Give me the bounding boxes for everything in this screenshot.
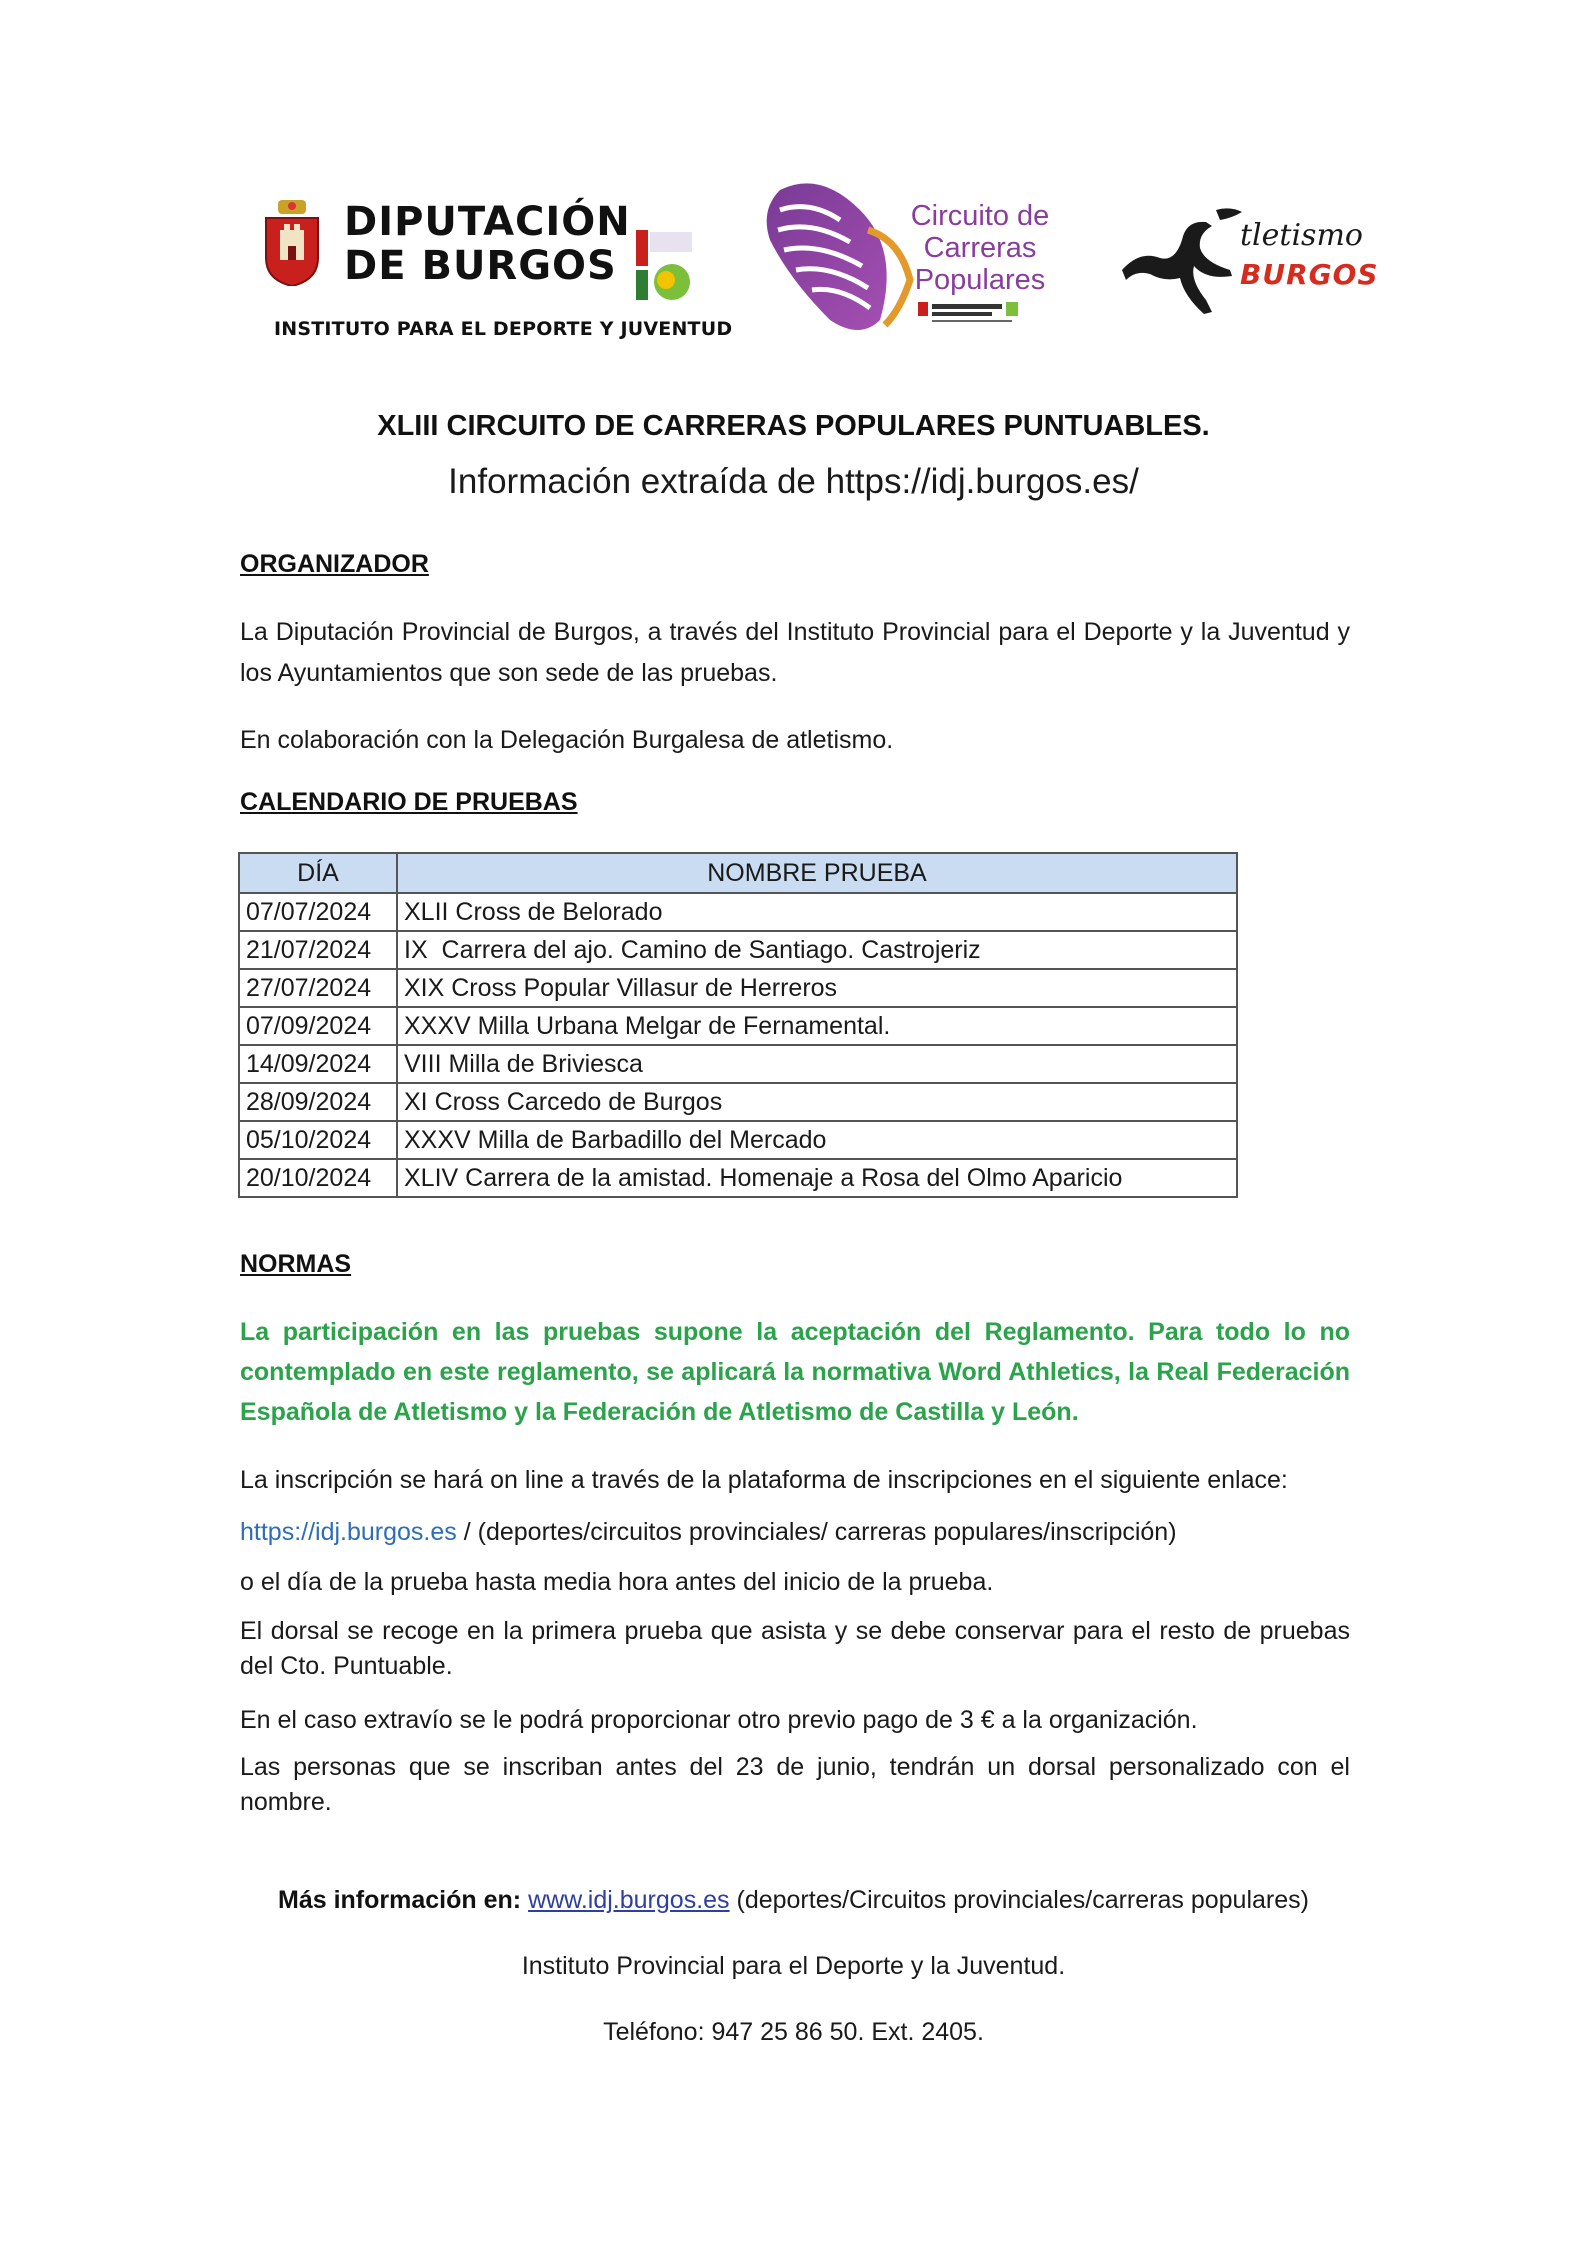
personalizado-text (240, 1750, 1350, 1820)
organizador-collab (240, 720, 1350, 761)
dia-prueba-paragraph: o el día de la prueba hasta media hora antes del inicio de la prueba. (240, 1568, 994, 1596)
cell-day: 21/07/2024 (239, 931, 397, 969)
inscripcion-link[interactable]: https://idj.burgos.es (240, 1518, 457, 1546)
cell-day: 05/10/2024 (239, 1121, 397, 1159)
atletismo-logo (1120, 200, 1380, 320)
cell-name: XXXV Milla de Barbadillo del Mercado (397, 1121, 1237, 1159)
table-row (239, 1083, 1237, 1121)
inscripcion-link-paragraph (240, 1512, 1350, 1553)
table-row (239, 931, 1237, 969)
reglamento-paragraph: La participación en las pruebas supone la aceptación del Reglamento. Para todo lo no contemplado en este reglamento, se aplicará la normativa Word Athletics, la Real Federación Española de Atletismo y la Federación de Atletismo de Castilla y León. (240, 1318, 1350, 1426)
table-row (239, 1045, 1237, 1083)
table-row (239, 969, 1237, 1007)
cell-day: 28/09/2024 (239, 1083, 397, 1121)
cell-day: 27/07/2024 (239, 969, 397, 1007)
more-info-path: (deportes/Circuitos provinciales/carreras populares) (729, 1886, 1309, 1914)
cell-day: 20/10/2024 (239, 1159, 397, 1197)
normas-heading: NORMAS (240, 1250, 352, 1278)
circuito-logo (750, 170, 1090, 340)
document-subtitle: Información extraída de https://idj.burgos.es/ (448, 462, 1139, 501)
runner-icon (1120, 200, 1250, 320)
inscripcion-link-line (240, 1512, 1350, 1553)
diputacion-subtitle: INSTITUTO PARA EL DEPORTE Y JUVENTUD (274, 318, 733, 340)
column-header-name: NOMBRE PRUEBA (397, 853, 1237, 893)
cell-name: VIII Milla de Briviesca (397, 1045, 1237, 1083)
table-header-row (239, 853, 1237, 893)
calendario-heading: CALENDARIO DE PRUEBAS (240, 788, 578, 816)
table-row (239, 1159, 1237, 1197)
column-header-day: DÍA (239, 853, 397, 893)
calendario-section (240, 788, 1350, 817)
coat-of-arms-icon (260, 200, 324, 286)
cell-name: XLIV Carrera de la amistad. Homenaje a Rosa del Olmo Aparicio (397, 1159, 1237, 1197)
extravio-text (240, 1700, 1350, 1741)
inscripcion-paragraph: La inscripción se hará on line a través de la plataforma de inscripciones en el siguiente enlace: (240, 1466, 1288, 1494)
organizador-heading: ORGANIZADOR (240, 550, 429, 578)
calendar-table (238, 852, 1238, 1198)
cell-name: IX Carrera del ajo. Camino de Santiago. Castrojeriz (397, 931, 1237, 969)
header-logos (250, 170, 1380, 350)
organizador-section (240, 550, 1350, 579)
dia-prueba-text (240, 1562, 1350, 1603)
organizador-paragraph-1: La Diputación Provincial de Burgos, a través del Instituto Provincial para el Deporte y la Juventud y los Ayuntamientos que son sede de las pruebas. (240, 618, 1350, 687)
inscripcion-text (240, 1460, 1350, 1501)
badge-icon (636, 230, 692, 306)
more-info-line (0, 1886, 1587, 1915)
normas-section (240, 1250, 1350, 1279)
dorsal-paragraph: El dorsal se recoge en la primera prueba que asista y se debe conservar para el resto de pruebas del Cto. Puntuable. (240, 1617, 1350, 1680)
more-info-label: Más información en: (278, 1886, 522, 1914)
table-row (239, 1007, 1237, 1045)
cell-name: XI Cross Carcedo de Burgos (397, 1083, 1237, 1121)
personalizado-paragraph: Las personas que se inscriban antes del 23 de junio, tendrán un dorsal personalizado con el nombre. (240, 1753, 1350, 1816)
phone-line: Teléfono: 947 25 86 50. Ext. 2405. (603, 2018, 984, 2046)
mini-diputacion-logo-icon (918, 300, 1028, 326)
document-title: XLIII CIRCUITO DE CARRERAS POPULARES PUNTUABLES. (377, 410, 1210, 442)
diputacion-logo (260, 190, 733, 340)
inscripcion-path: / (deportes/circuitos provinciales/ carreras populares/inscripción) (456, 1518, 1177, 1546)
cell-day: 07/07/2024 (239, 893, 397, 931)
atletismo-city: BURGOS (1240, 258, 1379, 291)
cell-name: XXXV Milla Urbana Melgar de Fernamental. (397, 1007, 1237, 1045)
cell-name: XLII Cross de Belorado (397, 893, 1237, 931)
diputacion-title: DIPUTACIÓN DE BURGOS (344, 199, 631, 289)
organizador-paragraph-2: En colaboración con la Delegación Burgalesa de atletismo. (240, 726, 894, 754)
table-row (239, 893, 1237, 931)
organizador-text (240, 612, 1350, 694)
normas-green-block (240, 1312, 1350, 1432)
more-info-link[interactable]: www.idj.burgos.es (528, 1886, 730, 1914)
cell-name: XIX Cross Popular Villasur de Herreros (397, 969, 1237, 1007)
cell-day: 07/09/2024 (239, 1007, 397, 1045)
table-row (239, 1121, 1237, 1159)
circuito-title: Circuito de Carreras Populares (910, 200, 1050, 296)
extravio-paragraph: En el caso extravío se le podrá proporcionar otro previo pago de 3 € a la organización. (240, 1706, 1198, 1734)
dorsal-text (240, 1614, 1350, 1684)
institute-line: Instituto Provincial para el Deporte y la Juventud. (521, 1952, 1066, 1980)
cell-day: 14/09/2024 (239, 1045, 397, 1083)
atletismo-word: tletismo (1240, 218, 1363, 253)
